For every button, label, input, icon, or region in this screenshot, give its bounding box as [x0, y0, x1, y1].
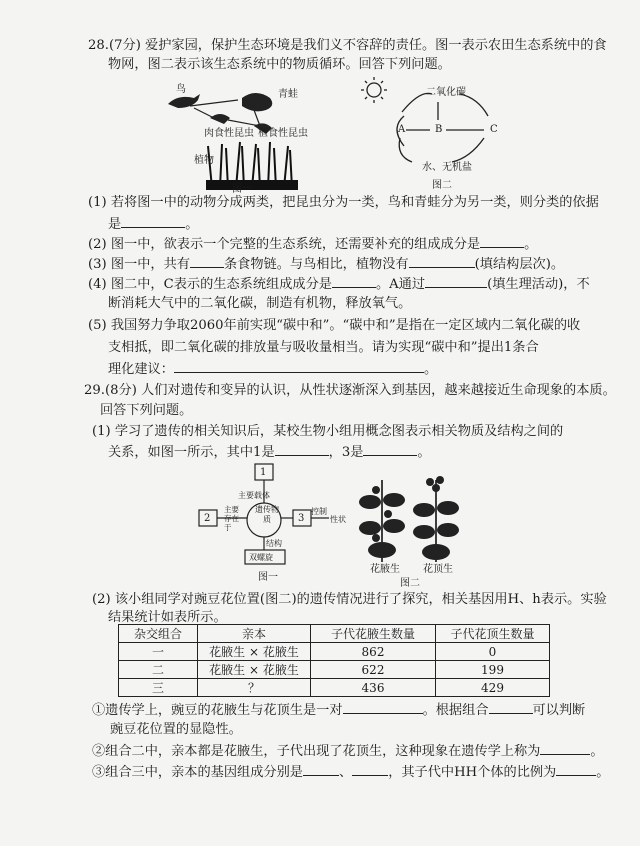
fig2-co2-label: 二氧化碳 [426, 87, 466, 98]
pea-figure-caption: 图二 [400, 578, 420, 589]
q28-s1a-text: (1) 若将图一中的动物分成两类，把昆虫分为一类，鸟和青蛙分为另一类，则分类的依据 [88, 195, 599, 210]
q29-a1-blank1 [343, 700, 423, 714]
q28-sub4-line2 [108, 294, 411, 314]
q28-s5c-text: 理化建议： [108, 362, 174, 377]
q29-s2b-text: 结果统计如表所示。 [108, 610, 227, 625]
q29-s1b-text: 关系，如图一所示，其中1是 [108, 445, 275, 460]
concept-structure-label: 结构 [266, 539, 282, 548]
concept-carrier-label: 主要载体 [238, 491, 270, 500]
q29-a3a-text: ③组合三中，亲本的基因组成分别是 [92, 765, 303, 780]
q28-s4b-text: 。A通过 [375, 277, 426, 292]
q28-s5a-text: (5) 我国努力争取2060年前实现“碳中和”。“碳中和”是指在一定区域内二氧化碳的收 [88, 318, 581, 333]
q28-s4a-text: (4) 图二中，C表示的生态系统组成成分是 [88, 277, 332, 292]
concept-helix-label: 双螺旋 [249, 553, 273, 562]
q28-s2-blank [480, 234, 524, 248]
q29-a3-blank2 [352, 762, 388, 776]
q28-s2-text: (2) 图一中，欲表示一个完整的生态系统，还需要补充的组成成分是 [88, 237, 481, 252]
q28-s1-blank [121, 214, 185, 228]
q29-a3-blank1 [303, 762, 339, 776]
q28-s4d-text: 断消耗大气中的二氧化碳，制造有机物，释放氧气。 [108, 296, 412, 311]
fig1-bird-label: 鸟 [176, 84, 186, 95]
fig1-insect-eater-label: 肉食性昆虫 [204, 128, 254, 139]
fig1-caption: 图一 [232, 184, 252, 195]
arrow-insect-bird [194, 108, 218, 120]
q28-header-text: 28.(7分) 爱护家园，保护生态环境是我们义不容辞的责任。图一表示农田生态系统中的食 [88, 38, 607, 53]
frog-shape [242, 93, 272, 111]
results-header-parents: 亲本 [198, 625, 311, 643]
q28-s1b-end: 。 [185, 217, 199, 232]
q29-a1d-text: 豌豆花位置的显隐性。 [110, 722, 242, 737]
table-cell: 429 [436, 679, 550, 697]
results-header-cross: 杂交组合 [119, 625, 198, 643]
q29-a3b-text: 、 [339, 765, 353, 780]
pea-axil-label: 花腋生 [370, 564, 400, 575]
q29-pea-plants-figure [356, 470, 466, 568]
q28-s3c-text: (填结构层次)。 [474, 257, 565, 272]
fig1-plant-label: 植物 [194, 155, 214, 166]
q28-sub2 [88, 234, 537, 255]
results-header-top: 子代花顶生数量 [436, 625, 550, 643]
table-cell: 花腋生 × 花腋生 [198, 643, 311, 661]
q29-header-line2 [100, 401, 192, 421]
q29-sub1-line2 [108, 442, 431, 463]
table-cell: 一 [119, 643, 198, 661]
q28-header [88, 36, 607, 56]
concept-trait-label: 性状 [330, 515, 346, 524]
q28-s4-blank2 [425, 274, 487, 288]
fig2-b-label: B [435, 124, 443, 135]
table-cell: 二 [119, 661, 198, 679]
q29-sub2-line1 [92, 590, 607, 610]
concept-box2-label: 2 [204, 513, 211, 524]
q29-a1b-text: 。根据组合 [422, 703, 489, 718]
table-cell: ？ [198, 679, 311, 697]
table-cell: 花腋生 × 花腋生 [198, 661, 311, 679]
q29-header [84, 381, 616, 401]
q28-sub5-line2 [108, 338, 539, 358]
concept-control-label: 控制 [311, 507, 327, 516]
q29-a1c-text: 可以判断 [532, 703, 586, 718]
pea-top-label: 花顶生 [423, 564, 453, 575]
q29-s2a-text: (2) 该小组同学对豌豆花位置(图二)的遗传情况进行了探究，相关基因用H、h表示。实验 [92, 592, 607, 607]
q29-answer1-line1 [92, 700, 585, 721]
q29-answer2 [92, 741, 604, 762]
q29-answer3 [92, 762, 609, 783]
results-header-axil: 子代花腋生数量 [311, 625, 436, 643]
q29-s1-blank1 [275, 442, 329, 456]
q28-s4-blank1 [332, 274, 376, 288]
fig1-plant-eater-label: 植食性昆虫 [258, 128, 308, 139]
q29-a3c-text: ，其子代中HH个体的比例为 [388, 765, 557, 780]
q29-answer1-line2 [110, 720, 242, 740]
q28-s3-blank2 [409, 254, 475, 268]
q29-a2a-text: ②组合二中，亲本都是花腋生，子代出现了花顶生，这种现象在遗传学上称为 [92, 744, 541, 759]
q28-sub4-line1 [88, 274, 590, 295]
q28-sub1-line2 [108, 214, 198, 235]
q28-sub5-line1 [88, 316, 580, 336]
results-table-header-row [119, 625, 550, 643]
q29-concept-map [195, 462, 365, 590]
q29-a2-blank [540, 741, 590, 755]
table-row [119, 661, 550, 679]
q28-header-line2 [108, 55, 451, 75]
q29-a3d-text: 。 [596, 765, 610, 780]
q29-s1a-text: (1) 学习了遗传的相关知识后，某校生物小组用概念图表示相关物质及结构之间的 [92, 424, 564, 439]
q28-header2-text: 物网，图二表示该生态系统中的物质循环。回答下列问题。 [108, 57, 451, 72]
q28-sub5-line3 [108, 359, 437, 380]
table-cell: 0 [436, 643, 550, 661]
q28-sub1-line1 [88, 193, 599, 213]
q29-s1c-text: ，3是 [328, 445, 364, 460]
table-cell: 三 [119, 679, 198, 697]
table-row [119, 679, 550, 697]
q28-s3b-text: 条食物链。与鸟相比，植物没有 [224, 257, 409, 272]
fig2-a-label: A [398, 124, 406, 135]
insect-a-shape [210, 114, 230, 124]
q28-s3a-text: (3) 图一中，共有 [88, 257, 190, 272]
q29-sub1-line1 [92, 422, 563, 442]
concept-location-label: 主要存在于 [224, 505, 239, 532]
fig2-caption: 图二 [432, 180, 452, 191]
concept-map-caption: 图一 [258, 572, 278, 583]
fig1-frog-label: 青蛙 [278, 89, 298, 100]
results-table [118, 624, 550, 697]
table-cell: 622 [311, 661, 436, 679]
sun-icon [367, 83, 381, 97]
q29-header2-text: 回答下列问题。 [100, 403, 193, 418]
table-row [119, 643, 550, 661]
q28-s5c-end: 。 [423, 362, 438, 377]
q29-a1a-text: ①遗传学上，豌豆的花腋生与花顶生是一对 [92, 703, 343, 718]
concept-center-label: 遗传物质 [255, 505, 279, 524]
q28-s5b-text: 支相抵，即二氧化碳的排放量与吸收量相当。请为实现“碳中和”提出1条合 [108, 340, 539, 355]
q29-a1-blank2 [489, 700, 533, 714]
q28-s4c-text: (填生理活动)，不 [487, 277, 590, 292]
concept-box1-label: 1 [260, 467, 267, 478]
q28-s5-blank [174, 359, 424, 373]
table-cell: 199 [436, 661, 550, 679]
q29-a3-blank3 [556, 762, 596, 776]
table-cell: 436 [311, 679, 436, 697]
q28-sub3 [88, 254, 564, 275]
q29-header-text: 29.(8分) 人们对遗传和变异的认识，从性状逐渐深入到基因，越来越接近生命现象的本质。 [84, 383, 616, 398]
concept-box3-label: 3 [298, 513, 305, 524]
fig2-c-label: C [490, 124, 498, 135]
q29-s1-blank2 [363, 442, 417, 456]
table-cell: 862 [311, 643, 436, 661]
fig2-water-label: 水、无机盐 [422, 162, 472, 173]
q28-s1b-text: 是 [108, 217, 122, 232]
q28-s2-end: 。 [524, 237, 538, 252]
q29-a2b-text: 。 [590, 744, 604, 759]
q28-s3-blank1 [190, 254, 224, 268]
q29-s1d-text: 。 [417, 445, 431, 460]
